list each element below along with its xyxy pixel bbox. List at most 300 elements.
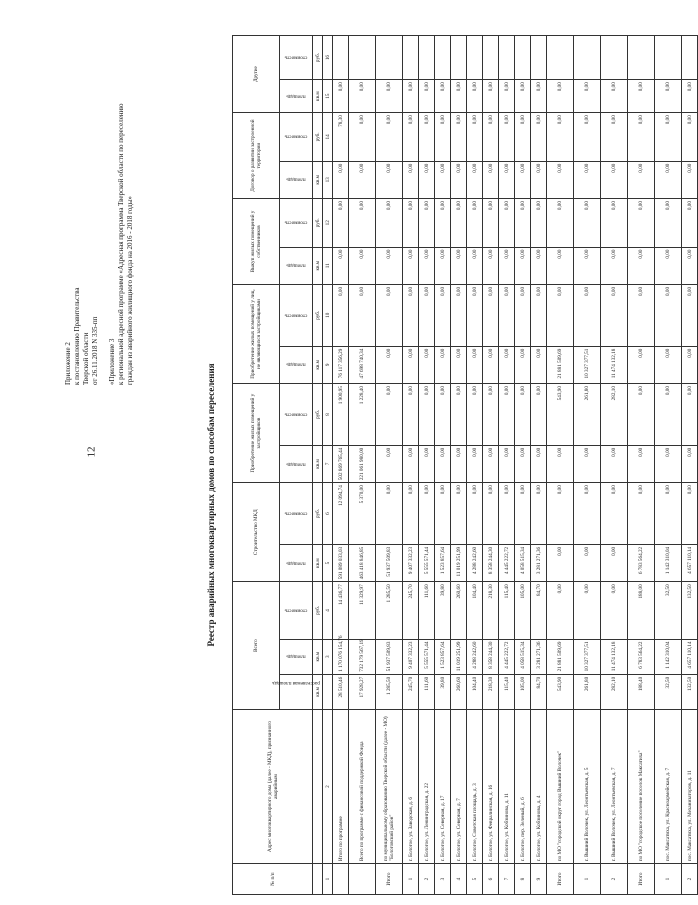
appendix-title: граждан из аварийного жилищного фонда на 2016 - 2018 годы» (126, 196, 134, 385)
row-value: 0,00 (435, 113, 451, 161)
row-value: 0,00 (655, 80, 682, 113)
row-value: 0,00 (574, 247, 601, 284)
row-value: 0,00 (628, 384, 655, 446)
subcol-area: площадь (280, 161, 313, 198)
row-value: 0,00 (628, 483, 655, 545)
row-value: 111,60 (419, 674, 435, 709)
table-row (349, 36, 376, 895)
row-value: 0,00 (574, 80, 601, 113)
row-value: 0,00 (601, 247, 628, 284)
row-value: 0,00 (451, 445, 467, 482)
row-value: 0,00 (531, 199, 547, 247)
row-value: 732 179 567,19 (349, 639, 376, 674)
unit-cell (313, 864, 323, 895)
row-value: 0,00 (435, 199, 451, 247)
row-value: 115,40 (499, 582, 515, 639)
row-number: 7 (499, 864, 515, 895)
row-value: 0,00 (419, 384, 435, 446)
row-value: 0,00 (451, 80, 467, 113)
row-value: 218,30 (483, 582, 499, 639)
row-value: 502 869 765,44 (333, 445, 349, 482)
unit-cell: кв.м (313, 674, 323, 709)
row-value: 0,00 (451, 346, 467, 383)
row-value: 0,00 (547, 247, 574, 284)
index-cell: 6 (323, 483, 333, 545)
table-row (531, 36, 547, 895)
row-value: 0,00 (655, 284, 682, 346)
col-redeem: Выкуп жилых помещений у собственников (233, 199, 280, 285)
row-value: 0,00 (682, 113, 698, 161)
row-value: 0,00 (601, 161, 628, 198)
row-value: 0,00 (467, 80, 483, 113)
row-value: 221 061 980,00 (349, 445, 376, 482)
row-address: г. Вышний Волочек, ул. Леонтьевская, д. 7 (601, 710, 628, 864)
unit-cell: руб. (313, 483, 323, 545)
row-value: 0,00 (547, 544, 574, 581)
row-value: 0,00 (451, 384, 467, 446)
col-build: Строительство МКД (233, 483, 280, 582)
index-cell: 12 (323, 199, 333, 247)
row-value: 0,00 (403, 284, 419, 346)
subcol-area: площадь (280, 80, 313, 113)
row-value: 3 281 271,36 (531, 639, 547, 674)
header-line: от 26.11.2018 N 335-пп (91, 316, 99, 385)
row-value: 28 510,46 (333, 674, 349, 709)
row-value: 0,00 (515, 113, 531, 161)
row-value: 0,00 (682, 384, 698, 446)
row-value: 0,00 (435, 284, 451, 346)
row-value: 0,00 (467, 483, 483, 545)
row-value: 39,80 (435, 674, 451, 709)
unit-cell: кв.м (313, 247, 323, 284)
row-address: пос. Максатиха, ул. Механизаторов, д. 11 (682, 710, 698, 864)
row-value: 1 170 076 154,76 (333, 639, 349, 674)
row-value: 0,00 (467, 113, 483, 161)
document-header (64, 55, 135, 385)
subcol-cost: стоимость (280, 36, 313, 80)
row-value: 0,00 (628, 113, 655, 161)
row-value: 0,00 (601, 544, 628, 581)
row-value: 0,00 (574, 199, 601, 247)
row-value: 463 418 846,85 (349, 544, 376, 581)
row-value: 0,00 (376, 199, 403, 247)
row-value: 0,00 (682, 161, 698, 198)
row-value: 0,00 (403, 80, 419, 113)
row-value: 0,00 (547, 199, 574, 247)
row-value (435, 36, 451, 80)
row-value: 0,00 (403, 346, 419, 383)
row-value: 0,00 (419, 445, 435, 482)
subcol-resettled-area: расселяемая площадь (280, 674, 313, 709)
row-value: 0,00 (682, 284, 698, 346)
index-cell: 7 (323, 445, 333, 482)
row-value: 188,00 (628, 582, 655, 639)
row-value: 260,60 (451, 674, 467, 709)
row-value: 0,00 (515, 80, 531, 113)
row-value: 1 228,40 (349, 384, 376, 446)
row-value: 0,00 (601, 80, 628, 113)
table-row (601, 36, 628, 895)
row-value: 1 285,50 (376, 582, 403, 639)
row-value: 0,00 (655, 445, 682, 482)
row-value: 0,00 (403, 199, 419, 247)
row-value: 0,00 (515, 284, 531, 346)
row-value: 0,00 (531, 346, 547, 383)
row-value: 0,00 (376, 247, 403, 284)
table-row (419, 36, 435, 895)
row-value: 0,00 (655, 483, 682, 545)
index-cell: 8 (323, 384, 333, 446)
row-value: 0,00 (515, 384, 531, 446)
row-value: 0,00 (531, 284, 547, 346)
row-value: 282,10 (601, 384, 628, 446)
row-value: 0,00 (628, 80, 655, 113)
row-value: 0,00 (435, 161, 451, 198)
row-value (628, 36, 655, 80)
row-value: 6 783 564,22 (628, 544, 655, 581)
row-value: 0,00 (435, 80, 451, 113)
row-number: Итого (628, 864, 655, 895)
row-value: 4 445 222,72 (499, 639, 515, 674)
row-value: 21 881 509,69 (547, 639, 574, 674)
row-value: 0,00 (499, 445, 515, 482)
row-value: 0,00 (574, 544, 601, 581)
page-number: 12 (85, 446, 98, 458)
row-value: 0,00 (435, 483, 451, 545)
appendix-title: к региональной адресной программе «Адресная программа Тверской области по переселению (117, 103, 125, 385)
row-value (531, 36, 547, 80)
row-value: 11 019 251,99 (451, 544, 467, 581)
registry-table (232, 35, 698, 895)
table-row (499, 36, 515, 895)
row-address: пос. Максатиха, ул. Красноармейская, д. 7 (655, 710, 682, 864)
table-row (435, 36, 451, 895)
row-value: 0,00 (547, 445, 574, 482)
row-address: г. Бологое, ул. Заводская, д. 6 (403, 710, 419, 864)
row-value: 4 058 515,34 (515, 544, 531, 581)
col-contract: Договор о развитии застроенной территории (233, 113, 280, 199)
row-value: 1 285,50 (376, 674, 403, 709)
units-row (313, 36, 323, 895)
row-value (499, 36, 515, 80)
subcol-cost: стоимость (280, 199, 313, 247)
col-buy-nondeveloper: Приобретение жилых помещений у лиц, не являющихся застройщиками (233, 284, 280, 383)
col-address: Адрес многоквартирного дома (далее - МКД), признанного аварийным (233, 710, 313, 864)
row-value: 0,00 (467, 384, 483, 446)
row-value: 0,00 (376, 113, 403, 161)
row-value (682, 36, 698, 80)
row-value: 0,00 (483, 113, 499, 161)
row-value: 0,00 (333, 161, 349, 198)
row-value: 0,00 (515, 199, 531, 247)
row-value: 84,70 (531, 674, 547, 709)
subcol-area: площадь (280, 639, 313, 674)
row-value: 0,00 (499, 247, 515, 284)
header-line: Приложение 2 (64, 342, 72, 385)
row-value: 4 445 222,72 (499, 544, 515, 581)
row-value: 188,40 (628, 674, 655, 709)
row-value (574, 36, 601, 80)
row-value: 8 358 244,30 (483, 544, 499, 581)
row-value: 218,30 (483, 674, 499, 709)
row-number: Итого (376, 864, 403, 895)
subcol-area: площадь (280, 247, 313, 284)
row-value: 0,00 (419, 247, 435, 284)
row-value: 0,00 (628, 247, 655, 284)
row-value: 0,00 (547, 483, 574, 545)
row-address: г. Бологое, ул. Северная, д. 17 (435, 710, 451, 864)
row-value: 0,00 (403, 113, 419, 161)
row-value: 0,00 (601, 445, 628, 482)
subcol-area: площадь (280, 544, 313, 581)
unit-cell: руб. (313, 284, 323, 346)
row-number: 1 (655, 864, 682, 895)
row-value: 5 370,00 (349, 483, 376, 545)
unit-cell: руб. (313, 36, 323, 80)
row-value: 0,00 (655, 161, 682, 198)
row-number: 3 (435, 864, 451, 895)
row-value: 0,00 (682, 199, 698, 247)
row-value: 0,00 (574, 113, 601, 161)
row-value: 0,00 (376, 445, 403, 482)
row-value: 0,00 (376, 80, 403, 113)
row-value: 10 327 377,51 (574, 346, 601, 383)
row-value: 0,00 (601, 199, 628, 247)
unit-cell: кв.м (313, 544, 323, 581)
row-value: 0,00 (628, 161, 655, 198)
row-value: 104,40 (467, 674, 483, 709)
row-value (483, 36, 499, 80)
subcol-cost: стоимость (280, 483, 313, 545)
row-value: 4 058 515,34 (515, 639, 531, 674)
row-value: 0,00 (655, 199, 682, 247)
row-value: 0,00 (499, 384, 515, 446)
row-value: 4 288 242,60 (467, 544, 483, 581)
row-value (376, 36, 403, 80)
row-value: 5 555 571,44 (419, 639, 435, 674)
row-number: 8 (515, 864, 531, 895)
row-value: 591 089 033,03 (333, 544, 349, 581)
row-number: 2 (601, 864, 628, 895)
row-value: 0,00 (655, 384, 682, 446)
unit-cell: руб. (313, 199, 323, 247)
row-value: 0,00 (601, 483, 628, 545)
row-value: 5 555 571,44 (419, 544, 435, 581)
row-address: Итого по программе (333, 710, 349, 864)
unit-cell: руб. (313, 582, 323, 639)
row-value: 0,00 (515, 161, 531, 198)
row-value: 0,00 (419, 483, 435, 545)
row-value (655, 36, 682, 80)
unit-cell: кв.м (313, 161, 323, 198)
row-value: 0,00 (531, 384, 547, 446)
table-row (515, 36, 531, 895)
row-value: 0,00 (628, 346, 655, 383)
row-value: 0,00 (419, 199, 435, 247)
row-value: 0,00 (682, 346, 698, 383)
row-value: 9 407 332,23 (403, 639, 419, 674)
row-value: 1 523 857,64 (435, 639, 451, 674)
row-value: 1 523 857,64 (435, 544, 451, 581)
row-address: г. Бологое, ул. Ленинградская, д. 22 (419, 710, 435, 864)
unit-cell: кв.м (313, 639, 323, 674)
row-address: г. Бологое, ул. Северная, д. 7 (451, 710, 467, 864)
row-value: 0,00 (403, 483, 419, 545)
row-value: 0,00 (682, 247, 698, 284)
header-line: Тверской области (82, 332, 90, 385)
row-value: 0,00 (419, 113, 435, 161)
row-value: 105,00 (515, 582, 531, 639)
table-body (333, 36, 698, 895)
registry-table-wrap (232, 35, 698, 895)
index-cell: 2 (323, 710, 333, 864)
unit-cell: кв.м (313, 445, 323, 482)
table-row (655, 36, 682, 895)
col-buy-developer: Приобретение жилых помещений у застройщиков (233, 384, 280, 483)
row-value: 0,00 (349, 247, 376, 284)
row-value: 0,00 (376, 346, 403, 383)
row-value: 0,00 (333, 284, 349, 346)
row-value: 0,00 (483, 80, 499, 113)
row-value: 0,00 (515, 247, 531, 284)
row-address: г. Бологое, ул. Кобзинова, д. 4 (531, 710, 547, 864)
row-value: 0,00 (435, 346, 451, 383)
row-value: 0,00 (483, 247, 499, 284)
table-row (376, 36, 403, 895)
table-row (574, 36, 601, 895)
index-cell: 16 (323, 36, 333, 80)
unit-cell (313, 710, 323, 864)
row-value: 0,00 (435, 247, 451, 284)
row-value: 261,80 (574, 384, 601, 446)
row-value: 4 657 110,14 (682, 639, 698, 674)
index-cell: 10 (323, 284, 333, 346)
row-value: 0,00 (419, 346, 435, 383)
col-other: Другие (233, 36, 280, 113)
row-value: 1 900,95 (333, 384, 349, 446)
row-value: 0,00 (547, 161, 574, 198)
row-value: 0,00 (376, 284, 403, 346)
row-value: 105,00 (515, 674, 531, 709)
row-value: 0,00 (628, 445, 655, 482)
row-value: 0,00 (499, 483, 515, 545)
row-value: 0,00 (499, 284, 515, 346)
row-address: г. Бологое, Советская площадь, д. 3 (467, 710, 483, 864)
row-number: 5 (467, 864, 483, 895)
row-value: 11 474 132,18 (601, 346, 628, 383)
row-number: 6 (483, 864, 499, 895)
row-value: 245,70 (403, 582, 419, 639)
row-value: 104,40 (467, 582, 483, 639)
appendix-title: «Приложение 3 (108, 338, 116, 385)
subcol-area: площадь (280, 346, 313, 383)
table-row (682, 36, 698, 895)
row-value: 0,00 (515, 445, 531, 482)
row-value: 0,00 (601, 284, 628, 346)
row-value: 0,00 (682, 483, 698, 545)
row-value: 0,00 (349, 199, 376, 247)
row-value: 261,80 (574, 674, 601, 709)
row-value: 0,00 (403, 445, 419, 482)
row-value: 245,70 (403, 674, 419, 709)
row-value: 0,00 (483, 384, 499, 446)
row-value: 0,00 (515, 483, 531, 545)
row-value: 543,90 (547, 384, 574, 446)
row-value: 0,00 (601, 582, 628, 639)
row-value: 0,00 (574, 445, 601, 482)
row-number: 4 (451, 864, 467, 895)
row-value: 0,00 (349, 113, 376, 161)
row-value: 1 142 310,04 (655, 544, 682, 581)
row-value: 0,00 (574, 483, 601, 545)
index-cell: 15 (323, 80, 333, 113)
row-value: 12 094,74 (333, 483, 349, 545)
row-address: г. Бологое, пер. Зеленый, д. 6 (515, 710, 531, 864)
row-value: 0,00 (655, 346, 682, 383)
row-value (547, 36, 574, 80)
table-row (467, 36, 483, 895)
subcol-cost: стоимость (280, 113, 313, 161)
row-value: 0,00 (531, 247, 547, 284)
row-value: 3 281 271,36 (531, 544, 547, 581)
row-value: 132,50 (682, 674, 698, 709)
row-value: 0,00 (515, 346, 531, 383)
index-cell: 3 (323, 639, 333, 674)
row-value: 32,50 (655, 674, 682, 709)
row-value: 0,00 (467, 445, 483, 482)
row-value (349, 36, 376, 80)
row-address: г. Бологое, ул. Кобзинова, д. 11 (499, 710, 515, 864)
row-value: 47 698 740,34 (349, 346, 376, 383)
unit-cell: руб. (313, 384, 323, 446)
row-value: 0,00 (451, 483, 467, 545)
row-value: 11 329,97 (349, 582, 376, 639)
row-value: 32,50 (655, 582, 682, 639)
row-value (451, 36, 467, 80)
subcol-cost: стоимость (280, 284, 313, 346)
row-value: 0,00 (574, 582, 601, 639)
row-value: 0,00 (419, 284, 435, 346)
row-value: 0,00 (531, 80, 547, 113)
row-value: 0,00 (349, 161, 376, 198)
row-value: 14 436,77 (333, 582, 349, 639)
row-value: 51 937 509,83 (376, 639, 403, 674)
index-cell: 9 (323, 346, 333, 383)
subcol-area: площадь (280, 445, 313, 482)
row-value: 6 783 564,22 (628, 639, 655, 674)
row-value: 17 928,27 (349, 674, 376, 709)
row-value: 0,00 (499, 161, 515, 198)
row-value: 0,00 (467, 284, 483, 346)
row-value: 0,00 (483, 199, 499, 247)
row-value: 0,00 (403, 384, 419, 446)
index-cell: 13 (323, 161, 333, 198)
row-value: 0,00 (451, 113, 467, 161)
registry-title: Реестр аварийных многоквартирных домов по способам переселения (206, 363, 216, 647)
row-value: 0,00 (451, 161, 467, 198)
row-value: 0,00 (628, 284, 655, 346)
row-value: 0,00 (483, 483, 499, 545)
row-value: 8 358 244,30 (483, 639, 499, 674)
row-value: 84,70 (531, 582, 547, 639)
unit-cell: кв.м (313, 346, 323, 383)
index-cell: 5 (323, 544, 333, 581)
col-num: № п/п (233, 864, 313, 895)
row-value: 9 407 332,23 (403, 544, 419, 581)
subcol-cost: стоимость (280, 582, 313, 639)
index-cell: 4 (323, 582, 333, 639)
row-value: 11 019 251,99 (451, 639, 467, 674)
